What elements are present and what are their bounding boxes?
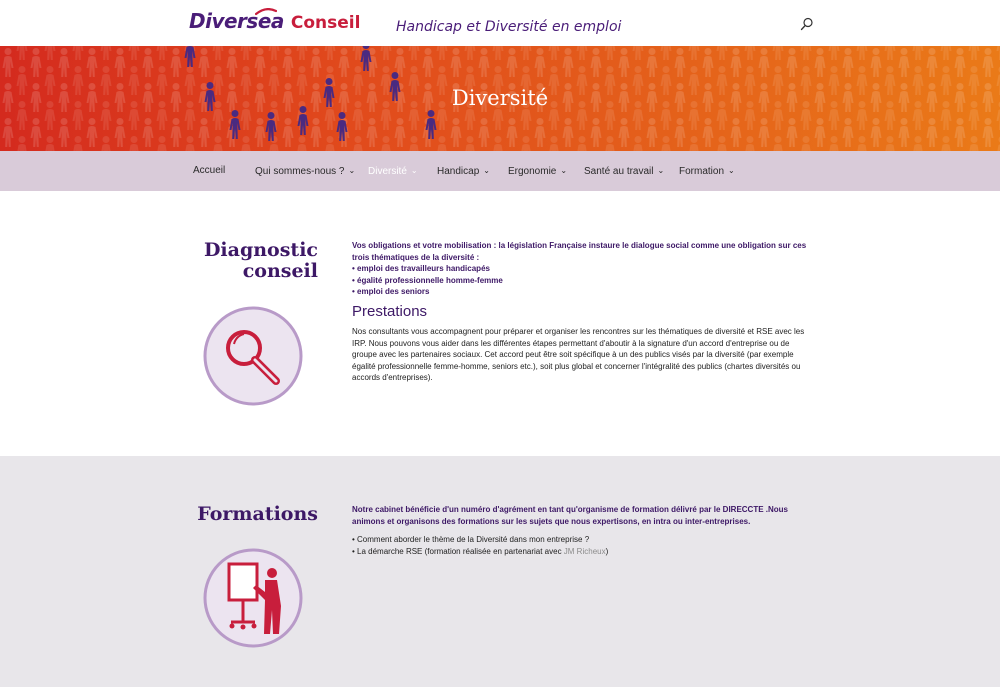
- formations-title: Formations: [197, 503, 318, 525]
- nav-item-handicap[interactable]: [437, 151, 490, 191]
- nav-item-label: Formation: [679, 166, 725, 177]
- nav-item-sante-au-travail[interactable]: [584, 151, 664, 191]
- formations-list: [352, 534, 814, 557]
- chevron-down-icon: ⌄: [657, 166, 665, 175]
- magnifier-icon: [203, 306, 303, 406]
- chevron-down-icon: ⌄: [483, 166, 490, 175]
- diagnostic-bullets: [352, 263, 812, 298]
- site-header: [0, 0, 1000, 46]
- formation-item-rse: [352, 546, 814, 558]
- formations-intro: Notre cabinet bénéficie d'un numéro d'agrément en tant qu'organisme de formation délivré par le DIRECCTE .Nous animons et organisons des formations sur les sujets que nous expertisons, en intra ou inter-entreprises.: [352, 505, 788, 526]
- prestations-text: Nos consultants vous accompagnent pour préparer et organiser les rencontres sur les thématiques de diversité et RSE avec les IRP. Nous pouvons vous aider dans les différentes étapes permettant d'aboutir à la signature d'un accord d'entreprise ou de groupe avec les partenaires sociaux. Cet accord peut être soit spécifique à un des publics visés par la diversité (par exemple égalité professionnelle femme-homme, seniors etc.), soit plus global et concerner l'intégralité des publics (chartes diversités ou accords d'entreprises).: [352, 327, 805, 382]
- bullet-item: • emploi des seniors: [352, 287, 430, 296]
- nav-item-formation[interactable]: [679, 151, 735, 191]
- jm-richeux-link[interactable]: JM Richeux: [563, 546, 606, 556]
- nav-item-qui-sommes-nous[interactable]: [255, 151, 355, 191]
- diagnostic-title: [160, 240, 318, 282]
- logo-swoosh-icon: [255, 8, 277, 16]
- hero-banner: [0, 46, 1000, 151]
- nav-item-label: Santé au travail: [584, 166, 654, 177]
- diagnostic-title-line2: conseil: [242, 260, 318, 282]
- bullet-item: • emploi des travailleurs handicapés: [352, 264, 490, 273]
- site-tagline: Handicap et Diversité en emploi: [396, 19, 622, 35]
- site-logo[interactable]: [189, 9, 360, 39]
- nav-item-ergonomie[interactable]: [508, 151, 567, 191]
- nav-item-label: Diversité: [368, 166, 407, 177]
- logo-brand-text: Diversea: [189, 9, 284, 33]
- nav-item-diversite[interactable]: [368, 151, 418, 191]
- diagnostic-intro: Vos obligations et votre mobilisation : la législation Française instaure le dialogue social comme une obligation sur ces trois thématiques de la diversité :: [352, 241, 807, 262]
- logo-conseil-text: Conseil: [290, 13, 361, 33]
- prestations-heading: Prestations: [352, 303, 428, 320]
- formation-item-rse-suffix: ): [605, 546, 609, 556]
- formation-item-rse-prefix: • La démarche RSE (formation réalisée en partenariat avec: [352, 546, 564, 556]
- search-icon[interactable]: [799, 16, 815, 32]
- chevron-down-icon: ⌄: [560, 166, 568, 175]
- nav-item-label: Ergonomie: [508, 166, 557, 177]
- chevron-down-icon: ⌄: [728, 166, 735, 175]
- main-nav: [0, 151, 1000, 191]
- nav-item-label: Accueil: [193, 165, 226, 176]
- diagnostic-title-line1: Diagnostic: [203, 239, 318, 261]
- nav-item-label: Handicap: [437, 166, 480, 177]
- nav-item-accueil[interactable]: [193, 151, 225, 191]
- formation-item-diversite: • Comment aborder le thème de la Diversité dans mon entreprise ?: [352, 535, 590, 544]
- bullet-item: • égalité professionnelle homme-femme: [352, 275, 503, 285]
- nav-item-label: Qui sommes-nous ?: [255, 166, 345, 177]
- banner-title: Diversité: [451, 86, 549, 110]
- chevron-down-icon: ⌄: [410, 166, 418, 175]
- presenter-icon: [203, 548, 303, 648]
- formations-section: [0, 456, 1000, 687]
- chevron-down-icon: ⌄: [348, 166, 356, 175]
